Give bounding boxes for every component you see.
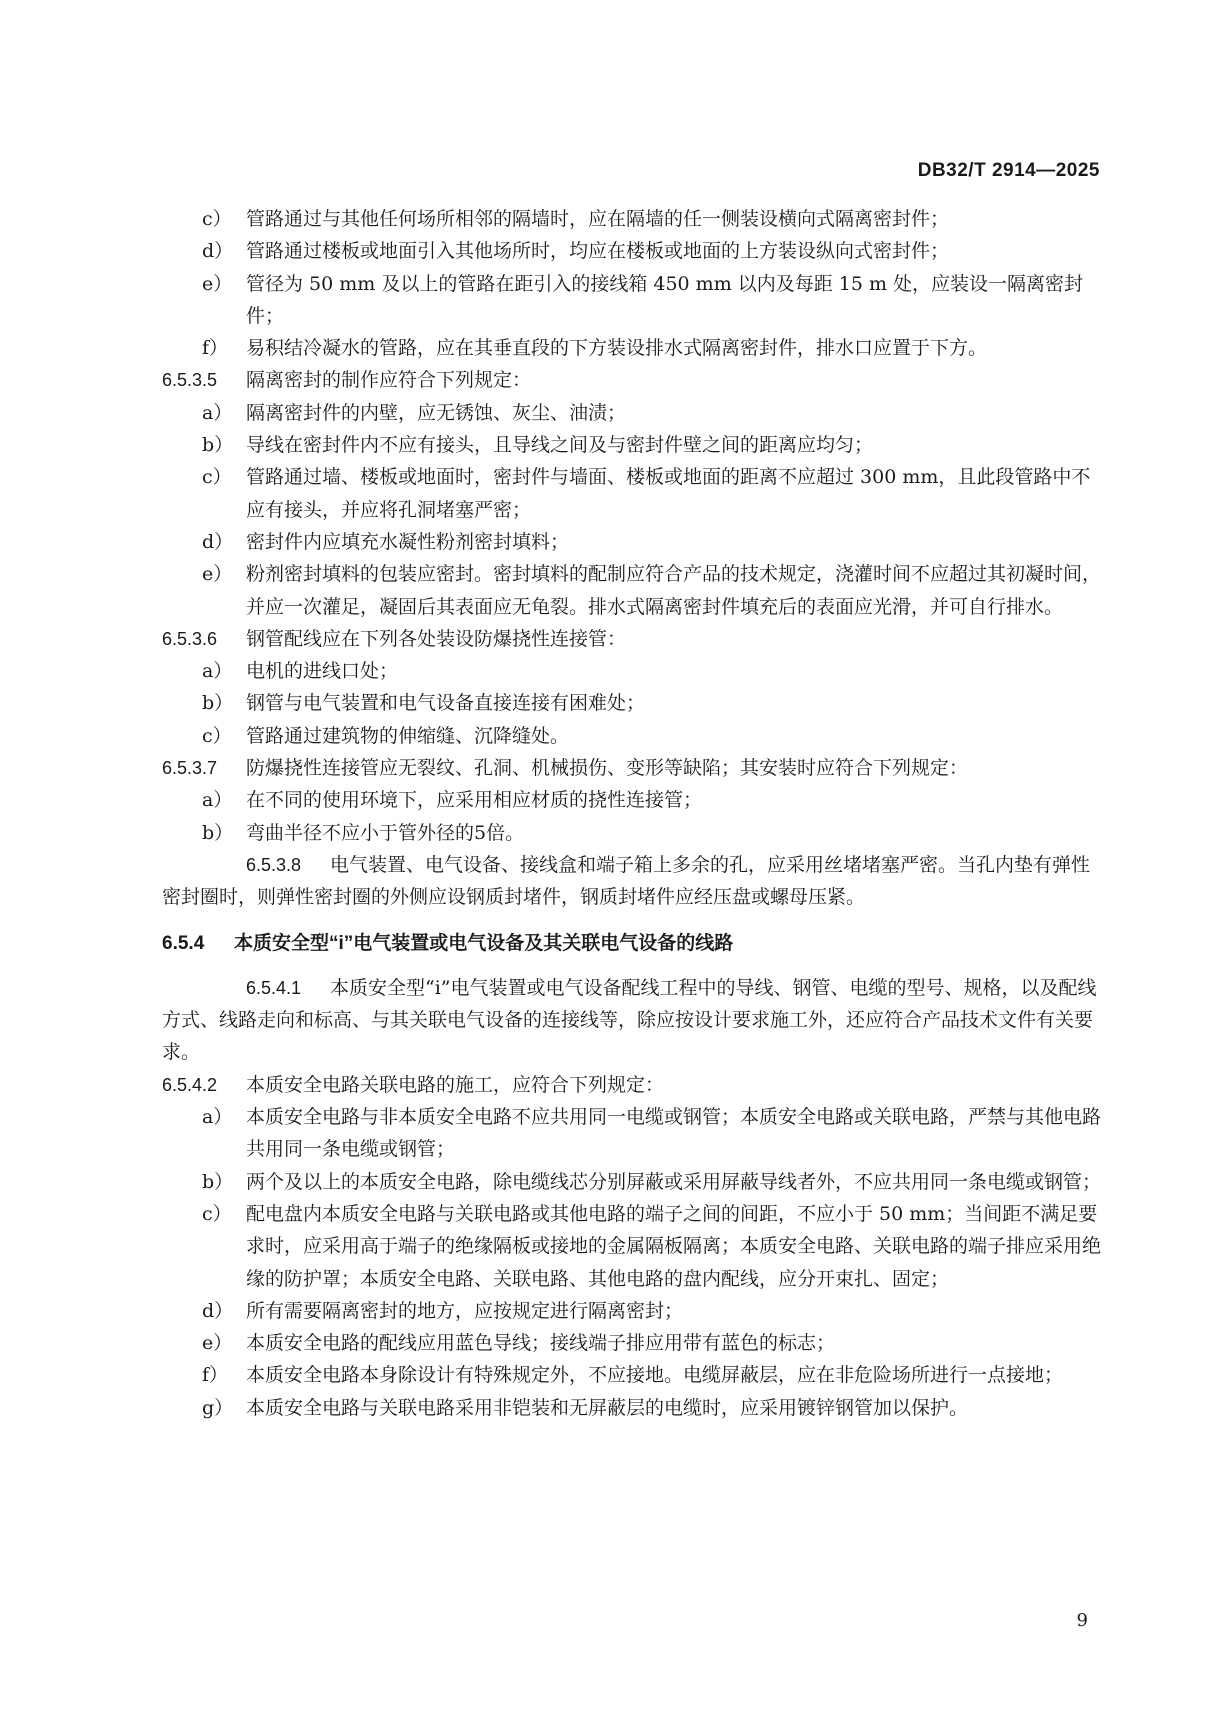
clause-text: 防爆挠性连接管应无裂纹、孔洞、机械损伤、变形等缺陷；其安装时应符合下列规定： [246, 757, 969, 780]
list-text: 管径为 50 mm 及以上的管路在距引入的接线箱 450 mm 以内及每距 15 m 处，应装设一隔离密封件； [246, 272, 1084, 327]
list-item [162, 1359, 1102, 1391]
clause-text: 电气装置、电气设备、接线盒和端子箱上多余的孔，应采用丝堵堵塞严密。当孔内垫有弹性密封圈时，则弹性密封圈的外侧应设钢质封堵件，钢质封堵件应经压盘或螺母压紧。 [162, 853, 1091, 909]
list-item [162, 687, 1102, 719]
clause-text: 隔离密封的制作应符合下列规定： [246, 369, 532, 392]
list-text: 钢管与电气装置和电气设备直接连接有困难处； [246, 692, 646, 715]
list-marker: g） [202, 1396, 234, 1419]
list-item [162, 784, 1102, 816]
list-text: 两个及以上的本质安全电路，除电缆线芯分别屏蔽或采用屏蔽导线者外，不应共用同一条电缆或钢管； [246, 1170, 1102, 1193]
list-item [162, 1295, 1102, 1327]
list-text: 电机的进线口处； [246, 660, 399, 683]
list-marker: b） [202, 821, 234, 844]
list-text: 在不同的使用环境下，应采用相应材质的挠性连接管； [246, 789, 703, 812]
list-text: 本质安全电路的配线应用蓝色导线；接线端子排应用带有蓝色的标志； [246, 1332, 836, 1355]
list-item [162, 1198, 1102, 1295]
list-item [162, 1327, 1102, 1359]
list-item [162, 332, 1102, 364]
list-marker: e） [202, 563, 233, 586]
list-text: 管路通过墙、楼板或地面时，密封件与墙面、楼板或地面的距离不应超过 300 mm，且此段管路中不应有接头，并应将孔洞堵塞严密； [246, 466, 1091, 521]
list-item [162, 1166, 1102, 1198]
list-marker: c） [202, 724, 232, 747]
list-item [162, 817, 1102, 849]
clause-6-5-3-6 [162, 623, 1102, 655]
list-item [162, 203, 1102, 235]
list-text: 隔离密封件的内壁，应无锈蚀、灰尘、油渍； [246, 401, 627, 424]
list-item [162, 558, 1102, 623]
list-marker: b） [202, 1170, 234, 1193]
list-item [162, 1392, 1102, 1424]
list-text: 易积结冷凝水的管路，应在其垂直段的下方装设排水式隔离密封件，排水口应置于下方。 [246, 337, 988, 360]
clause-number: 6.5.4.1 [246, 977, 302, 998]
document-code: DB32/T 2914—2025 [917, 160, 1100, 181]
list-marker: f） [202, 1364, 229, 1387]
page-number: 9 [1076, 1610, 1088, 1631]
clause-text: 本质安全型“i”电气装置或电气设备配线工程中的导线、钢管、电缆的型号、规格，以及配线方式、线路走向和标高、与其关联电气设备的连接线等，除应按设计要求施工外，还应符合产品技术文件有关要求。 [162, 976, 1097, 1064]
list-text: 所有需要隔离密封的地方，应按规定进行隔离密封； [246, 1299, 684, 1322]
list-item [162, 429, 1102, 461]
list-marker: d） [202, 1299, 234, 1322]
list-text: 本质安全电路与关联电路采用非铠装和无屏蔽层的电缆时，应采用镀锌钢管加以保护。 [246, 1396, 969, 1419]
list-item [162, 1101, 1102, 1166]
list-text: 弯曲半径不应小于管外径的5倍。 [246, 821, 525, 844]
list-marker: c） [202, 466, 232, 489]
list-text: 管路通过与其他任何场所相邻的隔墙时，应在隔墙的任一侧装设横向式隔离密封件； [246, 208, 950, 230]
list-marker: a） [202, 660, 233, 683]
list-item [162, 720, 1102, 752]
list-text: 粉剂密封填料的包装应密封。密封填料的配制应符合产品的技术规定，浇灌时间不应超过其初凝时间，并应一次灌足，凝固后其表面应无龟裂。排水式隔离密封件填充后的表面应光滑，并可自行排水。 [246, 563, 1102, 618]
clause-6-5-3-8 [162, 849, 1102, 914]
clause-6-5-3-5 [162, 364, 1102, 396]
list-text: 密封件内应填充水凝性粉剂密封填料； [246, 530, 570, 553]
list-marker: f） [202, 337, 229, 360]
clause-6-5-4-2 [162, 1069, 1102, 1101]
list-item [162, 235, 1102, 267]
list-marker: a） [202, 1106, 233, 1129]
list-text: 导线在密封件内不应有接头，且导线之间及与密封件壁之间的距离应均匀； [246, 434, 874, 457]
list-marker: c） [202, 1202, 232, 1225]
list-text: 配电盘内本质安全电路与关联电路或其他电路的端子之间的间距，不应小于 50 mm；当间距不满足要求时，应采用高于端子的绝缘隔板或接地的金属隔板隔离；本质安全电路、关联电路的端子排应采用绝缘的防护罩；本质安全电路、关联电路、其他电路的盘内配线，应分开束扎、固定； [246, 1202, 1102, 1290]
clause-6-5-3-7 [162, 752, 1102, 784]
clause-number: 6.5.3.8 [246, 854, 302, 875]
section-heading-6-5-4 [162, 928, 1102, 960]
list-item [162, 461, 1102, 526]
clause-number: 6.5.3.7 [162, 758, 218, 779]
section-title: 本质安全型“i”电气装置或电气设备及其关联电气设备的线路 [234, 932, 734, 954]
list-marker: a） [202, 789, 233, 812]
list-marker: b） [202, 692, 234, 715]
clause-number: 6.5.3.6 [162, 628, 218, 649]
list-marker: d） [202, 530, 234, 553]
clause-number: 6.5.3.5 [162, 370, 218, 391]
list-marker: e） [202, 1332, 233, 1355]
list-item [162, 397, 1102, 429]
list-item [162, 655, 1102, 687]
clause-6-5-4-1 [162, 972, 1102, 1069]
list-item [162, 268, 1102, 333]
list-marker: e） [202, 272, 233, 295]
list-marker: d） [202, 240, 234, 263]
list-text: 本质安全电路与非本质安全电路不应共用同一电缆或钢管；本质安全电路或关联电路，严禁与其他电路共用同一条电缆或钢管； [246, 1106, 1102, 1161]
clause-text: 钢管配线应在下列各处装设防爆挠性连接管： [246, 627, 627, 650]
list-text: 本质安全电路本身除设计有特殊规定外，不应接地。电缆屏蔽层，应在非危险场所进行一点接地； [246, 1364, 1064, 1387]
list-text: 管路通过楼板或地面引入其他场所时，均应在楼板或地面的上方装设纵向式密封件； [246, 240, 950, 263]
clause-number: 6.5.4.2 [162, 1074, 218, 1095]
list-item [162, 526, 1102, 558]
list-marker: c） [202, 208, 232, 230]
list-marker: a） [202, 401, 233, 424]
list-marker: b） [202, 434, 234, 457]
section-number: 6.5.4 [162, 932, 205, 954]
list-text: 管路通过建筑物的伸缩缝、沉降缝处。 [246, 724, 570, 747]
clause-text: 本质安全电路关联电路的施工，应符合下列规定： [246, 1073, 665, 1096]
document-body [162, 203, 1102, 1424]
